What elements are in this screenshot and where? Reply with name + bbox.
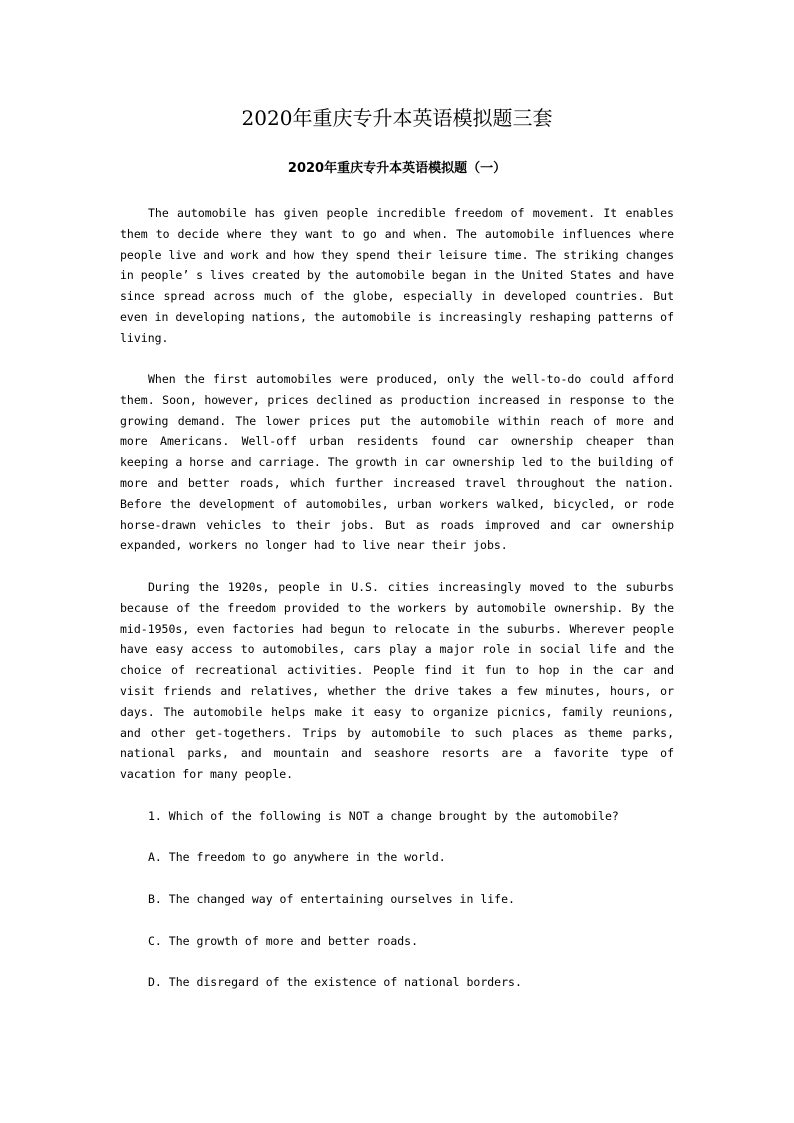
option-b: B. The changed way of entertaining ourselves in life. bbox=[148, 892, 515, 906]
paragraph-1: The automobile has given people incredible freedom of movement. It enables them to decide where they want to go and when. The automobile influences where people live and work and how they spend their leisure time. The striking changes in people’ s lives created by the automobile began in the United States and have since spread across much of the globe, especially in developed countries. But even in developing nations, the automobile is increasingly reshaping patterns of living. bbox=[120, 206, 674, 345]
paragraph-3: During the 1920s, people in U.S. cities increasingly moved to the suburbs because of the freedom provided to the workers by automobile ownership. By the mid-1950s, even factories had begun to relocate in the suburbs. Wherever people have easy access to automobiles, cars play a major role in social life and the choice of recreational activities. People find it fun to hop in the car and visit friends and relatives, whether the drive takes a few minutes, hours, or days. The automobile helps make it easy to organize picnics, family reunions, and other get-togethers. Trips by automobile to such places as theme parks, national parks, and mountain and seashore resorts are a favorite type of vacation for many people. bbox=[120, 580, 674, 782]
question-1: 1. Which of the following is NOT a change brought by the automobile? bbox=[148, 809, 619, 823]
option-a: A. The freedom to go anywhere in the world. bbox=[148, 850, 446, 864]
option-d: D. The disregard of the existence of national borders. bbox=[148, 975, 522, 989]
paragraph-2: When the first automobiles were produced, only the well-to-do could afford them. Soon, however, prices declined as production increased in response to the growing demand. The lower prices put the automobile within reach of more and more Americans. Well-off urban residents found car ownership cheaper than keeping a horse and carriage. The growth in car ownership led to the building of more and better roads, which further increased travel throughout the nation. Before the development of automobiles, urban workers walked, bicycled, or rode horse-drawn vehicles to their jobs. But as roads improved and car ownership expanded, workers no longer had to live near their jobs. bbox=[120, 372, 674, 553]
section-subtitle: 2020年重庆专升本英语模拟题（一） bbox=[287, 161, 507, 176]
option-c: C. The growth of more and better roads. bbox=[148, 934, 419, 948]
document-title: 2020年重庆专升本英语模拟题三套 bbox=[241, 106, 553, 130]
